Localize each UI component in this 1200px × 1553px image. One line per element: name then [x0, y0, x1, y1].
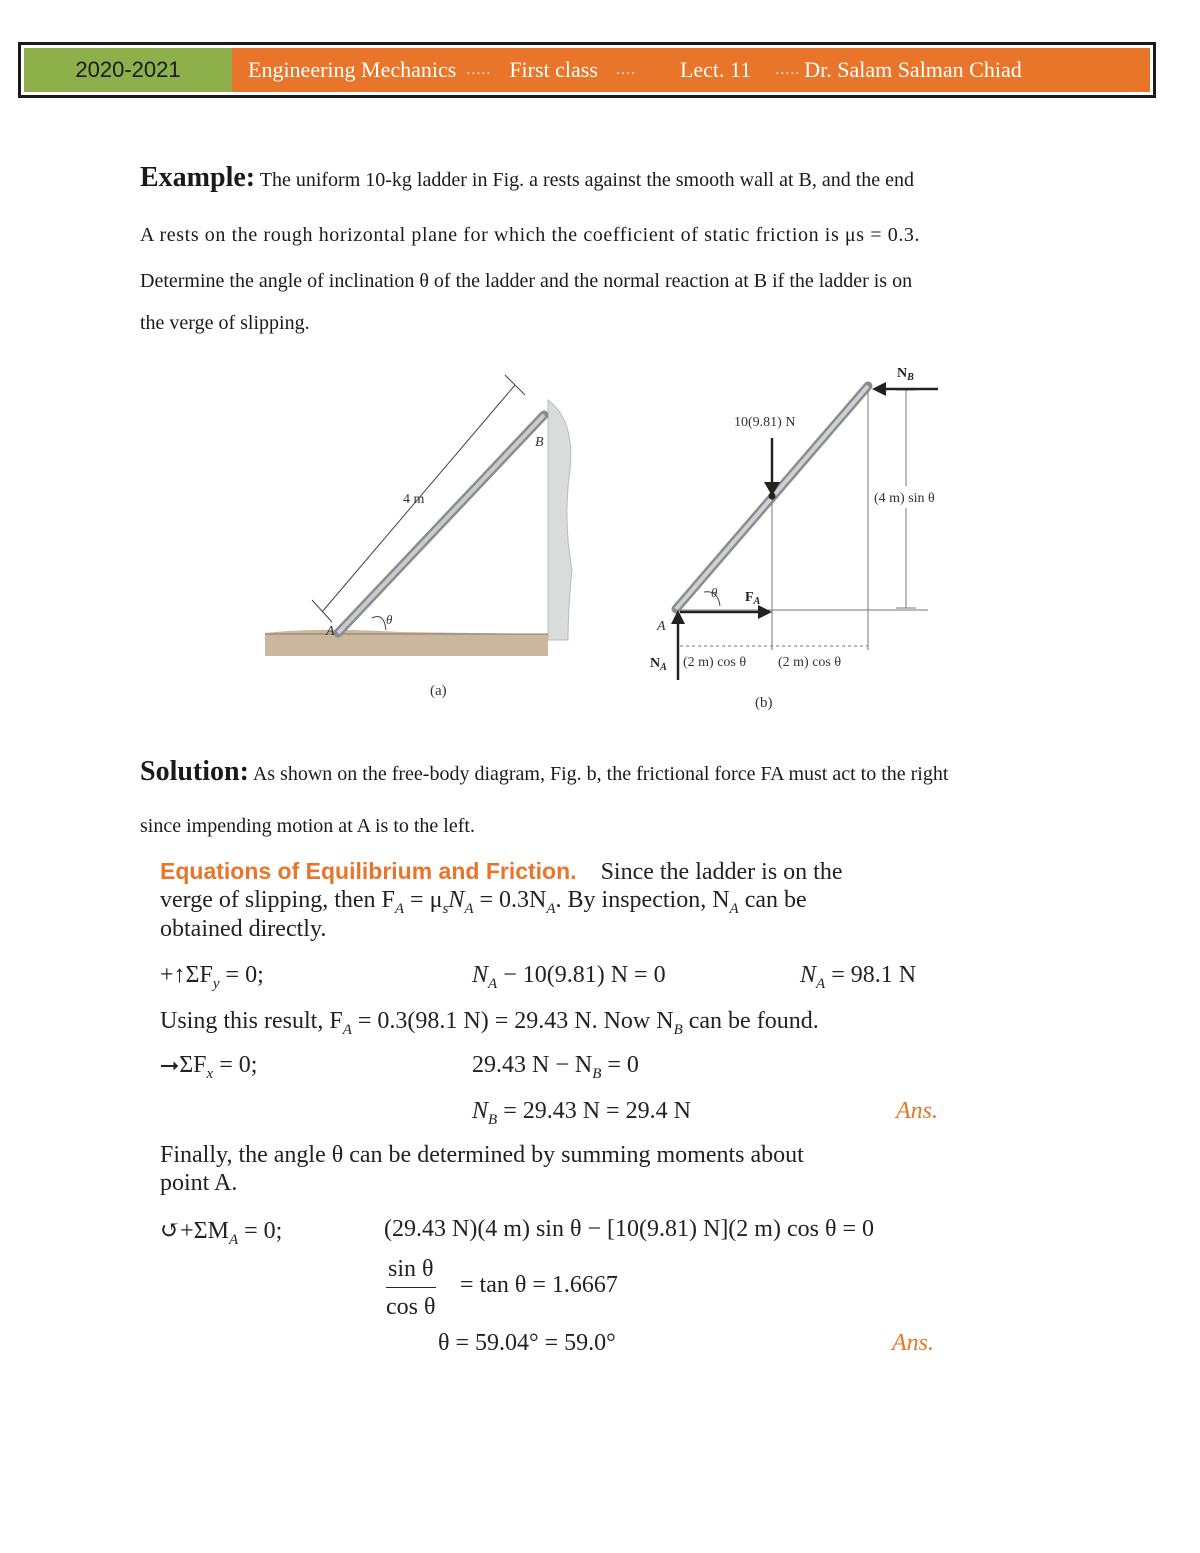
- fig-b-angle: θ: [711, 585, 718, 600]
- solution-line-2: since impending motion at A is to the left.: [140, 815, 475, 837]
- intro-2d: = 0.3N: [473, 887, 547, 913]
- ladder-figure: [0, 0, 1200, 760]
- eq2-label-b: = 0;: [213, 1052, 258, 1078]
- fig-b-nb: N: [897, 366, 908, 381]
- eq6: θ = 59.04° = 59.0°: [438, 1330, 616, 1356]
- header-year: 2020-2021: [24, 48, 232, 92]
- using-a: Using this result, F: [160, 1008, 343, 1034]
- eq3-a: N: [472, 1098, 489, 1124]
- eq1-mid: $N_A - 10(9.81) N = 0$: [472, 962, 666, 992]
- fig-b-fa: F: [745, 590, 754, 605]
- eq2-mid-a: 29.43 N − N: [472, 1052, 593, 1078]
- svg-text:NA: [650, 656, 667, 673]
- eq-intro-line-2: verge of slipping, then $F_A = \mu_sN_A = 0.3N_A$. By inspection, $N_A$ can be: [160, 887, 807, 917]
- eq3: $N_B = 29.43$ N = 29.4 N: [472, 1098, 691, 1128]
- frac-den: cos θ: [386, 1294, 436, 1320]
- solution-label: Solution:: [140, 756, 249, 787]
- fig-b-na: N: [650, 656, 661, 671]
- example-label: Example:: [140, 162, 256, 193]
- svg-text:FA: [745, 590, 761, 607]
- intro-2a: verge of slipping, then F: [160, 887, 395, 913]
- eq4-mid: (29.43 N)(4 m) sin θ − [10(9.81) N](2 m) cos θ = 0: [384, 1216, 874, 1242]
- fig-b-height: (4 m) sin θ: [874, 491, 935, 506]
- ans-1: Ans.: [896, 1098, 938, 1124]
- eq-intro-1: Since the ladder is on the: [600, 859, 843, 885]
- eq1-result: $N_A = 98.1$ N: [800, 962, 917, 992]
- ans-2: Ans.: [892, 1330, 934, 1356]
- eq4-label-b: = 0;: [238, 1218, 283, 1244]
- intro-2e: . By inspection, N: [555, 887, 730, 913]
- eq5: = tan θ = 1.6667: [460, 1272, 618, 1298]
- eq1-mid-b: − 10(9.81) N = 0: [497, 962, 666, 988]
- header-sep-3: .....: [775, 61, 801, 78]
- using-c: can be found.: [682, 1008, 819, 1034]
- fig-a-end-a: A: [326, 624, 335, 639]
- fig-a-angle: θ: [386, 612, 393, 627]
- eq3-b: = 29.43 N = 29.4 N: [497, 1098, 691, 1124]
- final-1: Finally, the angle θ can be determined by summing moments about: [160, 1142, 804, 1168]
- eq1-res-b: = 98.1 N: [825, 962, 917, 988]
- fig-b-dim-1: (2 m) cos θ: [683, 655, 747, 670]
- header-lecture: Lect. 11: [679, 57, 752, 82]
- eq1-label-b: = 0;: [219, 962, 264, 988]
- svg-text:NB: [897, 366, 914, 383]
- fig-a-end-b: B: [535, 435, 544, 450]
- using-line: Using this result, $F_A = 0.3(98.1$ N) = 29.43 N. Now $N_B$ can be found.: [160, 1008, 819, 1038]
- eq1-res-a: N: [800, 962, 817, 988]
- fraction: [386, 1256, 436, 1321]
- eq-intro-3: obtained directly.: [160, 916, 327, 942]
- intro-2f: can be: [738, 887, 807, 913]
- eq2-label-a: ΣF: [179, 1052, 207, 1078]
- arrow-plus-icon: ⭢: [160, 1052, 180, 1078]
- eq4-label: $↺+\Sigma M_A = 0$;: [160, 1218, 283, 1248]
- eq2-mid: 29.43 $N - N_B = 0$: [472, 1052, 639, 1082]
- header-author: Dr. Salam Salman Chiad: [804, 57, 1022, 82]
- header-sep-1: .....: [466, 61, 492, 78]
- header-subject: Engineering Mechanics: [248, 57, 457, 82]
- header-class: First class: [509, 57, 598, 82]
- eq2-mid-b: = 0: [601, 1052, 639, 1078]
- fig-b-weight: 10(9.81) N: [734, 415, 796, 430]
- fig-b-point-a: A: [657, 619, 666, 634]
- example-line-4: the verge of slipping.: [140, 312, 310, 334]
- intro-2b: = μ: [404, 887, 443, 913]
- ladder-a: [338, 415, 544, 633]
- eq-heading-line: [160, 858, 843, 886]
- eq4-label-a: ΣM: [193, 1218, 229, 1244]
- fig-a-caption: (a): [430, 683, 447, 699]
- fig-b-fa-sub: A: [753, 596, 761, 607]
- fig-a-length: 4 m: [403, 492, 425, 507]
- fig-b-caption: (b): [755, 695, 773, 711]
- eq1-mid-a: N: [472, 962, 489, 988]
- example-text-1: The uniform 10-kg ladder in Fig. a rests against the smooth wall at B, and the end: [255, 169, 915, 191]
- example-line-2: A rests on the rough horizontal plane for which the coefficient of static friction is μs = 0.3.: [140, 224, 921, 246]
- fig-b-na-sub: A: [660, 662, 667, 673]
- eq2-label: $⭢\Sigma F_x = 0$;: [160, 1052, 258, 1082]
- fig-b-dim-2: (2 m) cos θ: [778, 655, 842, 670]
- intro-2c: N: [448, 887, 465, 913]
- using-b: = 0.3(98.1 N) = 29.43 N. Now N: [351, 1008, 674, 1034]
- frac-num: sin θ: [386, 1256, 436, 1288]
- header-sep-2: ....: [615, 61, 636, 78]
- eq1-label: $+↑\Sigma F_y = 0$;: [160, 962, 264, 992]
- solution-line-1: [140, 756, 1120, 787]
- fig-b-nb-sub: B: [907, 372, 914, 383]
- final-2: point A.: [160, 1170, 238, 1196]
- wall: [548, 400, 572, 640]
- eq-heading: Equations of Equilibrium and Friction.: [160, 858, 577, 884]
- eq1-label-a: +↑ΣF: [160, 962, 213, 988]
- solution-text-1: As shown on the free-body diagram, Fig. b, the frictional force FA must act to the right: [248, 763, 949, 785]
- example-line-3: Determine the angle of inclination θ of the ladder and the normal reaction at B if the ladder is on: [140, 270, 913, 292]
- moment-ccw-icon: ↺: [160, 1218, 181, 1244]
